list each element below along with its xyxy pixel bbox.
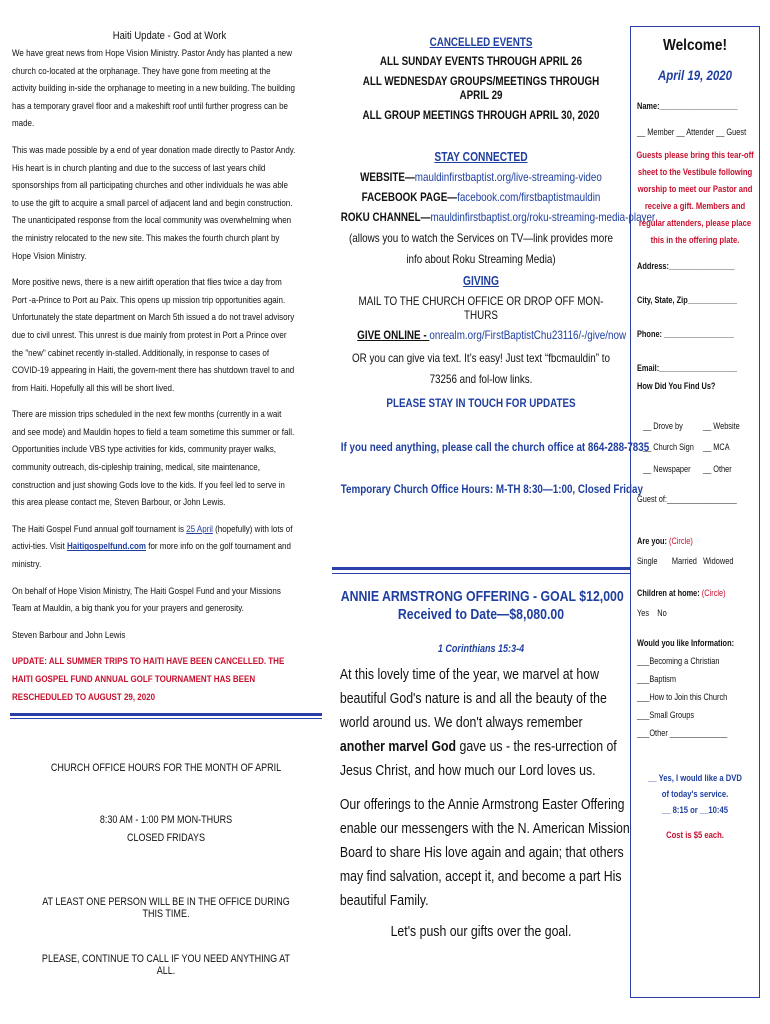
info-option-christian[interactable]: ___Becoming a Christian	[637, 656, 720, 666]
website-link[interactable]: mauldinfirstbaptist.org/live-streaming-video	[414, 170, 602, 184]
announcements-section	[330, 35, 656, 496]
option-other[interactable]: __ Other	[703, 464, 732, 474]
roku-link[interactable]: mauldinfirstbaptist.org/roku-streaming-media-player	[430, 210, 656, 224]
marital-single[interactable]: Single	[637, 556, 658, 566]
dvd-request	[641, 770, 750, 818]
marital-options	[637, 556, 737, 566]
marital-widowed[interactable]: Widowed	[703, 556, 734, 566]
info-option-other[interactable]: ___Other ______________	[637, 728, 728, 738]
welcome-title: Welcome!	[663, 37, 727, 54]
give-online-line: GIVE ONLINE - onrealm.org/FirstBaptistChu23116/-/give/now	[357, 328, 627, 342]
giving-title: GIVING	[463, 274, 499, 288]
email-field[interactable]: Email:___________________	[637, 363, 738, 373]
temp-office-hours: Temporary Church Office Hours: M-TH 8:30—1:00, Closed Friday	[340, 482, 643, 496]
giving-mail: MAIL TO THE CHURCH OFFICE OR DROP OFF MON-THURS	[358, 294, 604, 322]
how-find-options	[641, 421, 759, 481]
children-line: Children at home: (Circle)	[637, 588, 726, 598]
marital-married[interactable]: Married	[671, 556, 697, 566]
info-option-groups[interactable]: ___Small Groups	[637, 710, 695, 720]
dvd-times[interactable]: __ 8:15 or __10:45	[662, 805, 728, 815]
guest-instructions: Guests please bring this tear-off sheet to the Vestibule following worship to meet our Pastor and receive a gift. Members and regular attenders, please place this in the offering plate.	[636, 150, 754, 245]
option-drove-by[interactable]: __ Drove by	[643, 421, 683, 431]
golf-date-link[interactable]: 25 April	[186, 523, 213, 534]
facebook-link[interactable]: facebook.com/firstbaptistmauldin	[457, 190, 601, 204]
facebook-line: FACEBOOK PAGE—facebook.com/firstbaptistmauldin	[361, 190, 601, 204]
dvd-yes[interactable]: __ Yes, I would like a DVD	[648, 773, 742, 783]
haiti-update-notice: UPDATE: ALL SUMMER TRIPS TO HAITI HAVE BEEN CANCELLED. THE HAITI GOSPEL FUND ANNUAL GOLF TOURNAMENT HAS BEEN RESCHEDULED TO AUGUST 29, 2020	[12, 656, 285, 702]
haiti-update-title: Haiti Update - God at Work	[112, 30, 227, 42]
cancelled-line-3: ALL GROUP MEETINGS THROUGH APRIL 30, 2020	[362, 108, 600, 122]
offering-body-1: At this lovely time of the year, we marvel at how beautiful God's nature is and all the beauty of the world around us. We don't always remember another marvel God gave us - the res-urrection of Jesus Christ, and how much our Lord loves us.	[339, 666, 617, 779]
stay-connected-title: STAY CONNECTED	[434, 150, 528, 164]
offering-title: ANNIE ARMSTRONG OFFERING - GOAL $12,000	[340, 588, 624, 605]
haiti-para-3: More positive news, there is a new airlift operation that flies twice a day from Port -a-Prince to Port au Paix. This opens up mission trip opportunities again. Unfortunately the state department on March 5th issued a do not travel advisory due to civil unrest. This unrest is due mainly from protest in Port a Prince over the "new" cabinet recently in-stalled. Additionally, in response to cases of COVID-19 appearing in Haiti, the govern-ment there has shutdown travel to and from Haiti. Hopefully all this will be short lived.	[12, 277, 295, 393]
website-line: WEBSITE—mauldinfirstbaptist.org/live-streaming-video	[360, 170, 602, 184]
offering-body-2: Our offerings to the Annie Armstrong Easter Offering enable our messengers with the N. American Mission Board to share His love again and again; that others may find salvation, accept it, and become a part His beautiful Family.	[339, 796, 630, 909]
haiti-para-2: This was made possible by a end of year donation made directly to Pastor Andy. His heart is in church planting and due to the success of last years child sponsorships from all participating churches and other individuals he was able to use the gift to acquire a small parcel of adjacent land and begin construction. The unanticipated response from the local community was overwhelming when the ministry relocated to the new site. This makes the fourth church plant by Hope Vision Ministry.	[12, 144, 296, 261]
office-hours-closed: CLOSED FRIDAYS	[126, 832, 206, 844]
info-title: Would you like Information:	[637, 638, 735, 648]
how-find-label: How Did You Find Us?	[637, 381, 716, 391]
roku-line: ROKU CHANNEL—mauldinfirstbaptist.org/roku-streaming-media-player	[340, 210, 656, 224]
office-hours-title: CHURCH OFFICE HOURS FOR THE MONTH OF APRIL	[50, 762, 282, 774]
cancelled-line-2: ALL WEDNESDAY GROUPS/MEETINGS THROUGH APRIL 29	[362, 74, 600, 102]
member-status[interactable]: __ Member __ Attender __ Guest	[637, 127, 747, 137]
left-divider-thin	[10, 718, 322, 719]
haiti-update-section	[12, 30, 327, 706]
are-you-line: Are you: (Circle)	[637, 536, 693, 546]
roku-note: (allows you to watch the Services on TV—link provides more info about Roku Streaming Media)	[349, 231, 613, 266]
call-office-note: If you need anything, please call the church office at 864-288-7835	[340, 440, 650, 454]
haiti-signature: Steven Barbour and John Lewis	[12, 629, 126, 640]
cancelled-title: CANCELLED EVENTS	[429, 35, 533, 49]
info-option-baptism[interactable]: ___Baptism	[637, 674, 676, 684]
dvd-cost: Cost is $5 each.	[666, 830, 724, 840]
office-hours-section	[10, 762, 322, 977]
city-field[interactable]: City, State, Zip____________	[637, 295, 737, 305]
stay-in-touch: PLEASE STAY IN TOUCH FOR UPDATES	[386, 396, 576, 410]
office-hours-time: 8:30 AM - 1:00 PM MON-THURS	[99, 814, 233, 826]
option-mca[interactable]: __ MCA	[703, 442, 730, 452]
verse-reference: 1 Corinthians 15:3-4	[437, 643, 525, 655]
offering-received: Received to Date—$8,080.00	[397, 606, 565, 623]
option-church-sign[interactable]: __ Church Sign	[643, 442, 694, 452]
cancelled-line-1: ALL SUNDAY EVENTS THROUGH APRIL 26	[379, 54, 583, 68]
office-note-1: AT LEAST ONE PERSON WILL BE IN THE OFFICE DURING THIS TIME.	[42, 896, 290, 920]
haiti-para-5: The Haiti Gospel Fund annual golf tournament is 25 April (hopefully) with lots of activi-ties. Visit Haitigospelfund.com for more info on the golf tournament and ministry.	[12, 523, 293, 570]
offering-section	[330, 588, 632, 940]
info-option-join[interactable]: ___How to Join this Church	[637, 692, 728, 702]
option-newspaper[interactable]: __ Newspaper	[643, 464, 691, 474]
children-options[interactable]: Yes No	[637, 608, 667, 618]
middle-divider	[332, 567, 630, 570]
service-date: April 19, 2020	[657, 67, 733, 83]
haiti-para-4: There are mission trips scheduled in the next few months (currently in a wait and see mode) and Mauldin hopes to field a team sometime this summer or fall. Opportunities include VBS type activities for kids, community prayer walks, community outreach, dis-cipleship training, medical, site maintenance, construction and just showing Gods love to the kids. If you feel led to serve in this area please contact me, Steven Barbour, or John Lewis.	[12, 409, 295, 508]
push-goal: Let's push our gifts over the goal.	[390, 923, 572, 940]
dvd-service: of today's service.	[661, 789, 729, 799]
give-online-link[interactable]: onrealm.org/FirstBaptistChu23116/-/give/now	[429, 328, 627, 342]
middle-divider-thin	[332, 573, 630, 574]
haiti-gospel-fund-link[interactable]: Haitigospelfund.com	[66, 541, 147, 552]
guest-of-field[interactable]: Guest of:_________________	[637, 494, 737, 504]
left-divider	[10, 713, 322, 716]
welcome-card	[630, 26, 760, 998]
text-give: OR you can give via text. It’s easy! Just text “fbcmauldin” to 73256 and fol-low links.	[352, 351, 610, 386]
option-website[interactable]: __ Website	[703, 421, 740, 431]
address-field[interactable]: Address:________________	[637, 261, 735, 271]
name-field[interactable]: Name:___________________	[637, 101, 738, 111]
haiti-para-1: We have great news from Hope Vision Ministry. Pastor Andy has planted a new church co-located at the orphanage. They have gone from meeting at the activity building in-side the orphanage to meeting in a new building. The building has a temporary gravel floor and a makeshift roof until further progress can be made.	[12, 48, 295, 129]
office-note-2: PLEASE, CONTINUE TO CALL IF YOU NEED ANYTHING AT ALL.	[41, 953, 291, 977]
phone-field[interactable]: Phone: _________________	[637, 329, 734, 339]
haiti-para-6: On behalf of Hope Vision Ministry, The Haiti Gospel Fund and your Missions Team at Mauldin, a big thank you for your prayers and generosity.	[12, 585, 281, 614]
